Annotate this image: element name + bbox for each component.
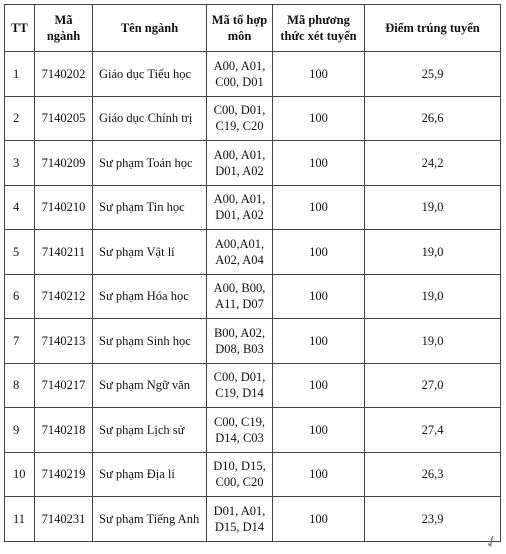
cell-major-code: 7140209	[35, 141, 93, 186]
cell-admission-method: 100	[273, 274, 365, 319]
cell-admission-method: 100	[273, 52, 365, 97]
table-row	[5, 497, 501, 542]
cell-major-code: 7140202	[35, 52, 93, 97]
cell-subject-combos: B00, A02, D08, B03	[207, 319, 273, 364]
header-major-name: Tên ngành	[93, 5, 207, 52]
cell-cutoff-score: 23,9	[365, 497, 501, 542]
cell-major-code: 7140213	[35, 319, 93, 364]
header-tt: TT	[5, 5, 35, 52]
cell-tt: 7	[5, 319, 35, 364]
table-row	[5, 96, 501, 141]
table-row	[5, 141, 501, 186]
header-major-code: Mã ngành	[35, 5, 93, 52]
cell-tt: 9	[5, 408, 35, 453]
cell-admission-method: 100	[273, 230, 365, 275]
cell-admission-method: 100	[273, 185, 365, 230]
cell-cutoff-score: 25,9	[365, 52, 501, 97]
cell-subject-combos: C00, D01, C19, D14	[207, 363, 273, 408]
cell-major-name: Giáo dục Chính trị	[93, 96, 207, 141]
cell-major-code: 7140210	[35, 185, 93, 230]
cell-cutoff-score: 26,6	[365, 96, 501, 141]
cell-tt: 5	[5, 230, 35, 275]
cell-tt: 6	[5, 274, 35, 319]
cell-major-code: 7140205	[35, 96, 93, 141]
header-admission-method: Mã phương thức xét tuyển	[273, 5, 365, 52]
table-row	[5, 185, 501, 230]
cell-tt: 3	[5, 141, 35, 186]
cell-admission-method: 100	[273, 141, 365, 186]
cell-cutoff-score: 19,0	[365, 230, 501, 275]
cell-major-name: Sư phạm Địa lí	[93, 452, 207, 497]
cell-cutoff-score: 26,3	[365, 452, 501, 497]
cell-subject-combos: D01, A01, D15, D14	[207, 497, 273, 542]
table-row	[5, 230, 501, 275]
cell-subject-combos: A00, B00, A11, D07	[207, 274, 273, 319]
cell-cutoff-score: 27,4	[365, 408, 501, 453]
table-row	[5, 319, 501, 364]
cell-cutoff-score: 27,0	[365, 363, 501, 408]
cell-admission-method: 100	[273, 452, 365, 497]
cell-admission-method: 100	[273, 96, 365, 141]
cell-cutoff-score: 24,2	[365, 141, 501, 186]
cell-major-code: 7140211	[35, 230, 93, 275]
cell-tt: 10	[5, 452, 35, 497]
cell-subject-combos: C00, D01, C19, C20	[207, 96, 273, 141]
cell-major-code: 7140231	[35, 497, 93, 542]
cell-major-code: 7140212	[35, 274, 93, 319]
cell-tt: 4	[5, 185, 35, 230]
cell-major-name: Sư phạm Sinh học	[93, 319, 207, 364]
header-subject-combos: Mã tổ hợp môn	[207, 5, 273, 52]
table-row	[5, 363, 501, 408]
cell-subject-combos: C00, C19, D14, C03	[207, 408, 273, 453]
table-row	[5, 452, 501, 497]
cell-major-name: Sư phạm Tin học	[93, 185, 207, 230]
cell-major-name: Giáo dục Tiểu học	[93, 52, 207, 97]
header-row	[5, 5, 501, 52]
cell-admission-method: 100	[273, 319, 365, 364]
table-row	[5, 274, 501, 319]
cell-major-name: Sư phạm Tiếng Anh	[93, 497, 207, 542]
cell-tt: 2	[5, 96, 35, 141]
cell-admission-method: 100	[273, 497, 365, 542]
cell-cutoff-score: 19,0	[365, 274, 501, 319]
cell-subject-combos: A00, A01, C00, D01	[207, 52, 273, 97]
cell-major-name: Sư phạm Lịch sử	[93, 408, 207, 453]
cell-admission-method: 100	[273, 363, 365, 408]
cell-major-code: 7140219	[35, 452, 93, 497]
cell-major-code: 7140218	[35, 408, 93, 453]
cell-major-name: Sư phạm Ngữ văn	[93, 363, 207, 408]
cell-tt: 1	[5, 52, 35, 97]
cell-tt: 8	[5, 363, 35, 408]
admission-scores-table	[4, 4, 501, 542]
cell-cutoff-score: 19,0	[365, 185, 501, 230]
table-row	[5, 408, 501, 453]
cell-subject-combos: A00, A01, D01, A02	[207, 141, 273, 186]
table-body	[5, 52, 501, 542]
cell-subject-combos: D10, D15, C00, C20	[207, 452, 273, 497]
cell-admission-method: 100	[273, 408, 365, 453]
cell-subject-combos: A00,A01, A02, A04	[207, 230, 273, 275]
cell-subject-combos: A00, A01, D01, A02	[207, 185, 273, 230]
cell-major-code: 7140217	[35, 363, 93, 408]
cell-cutoff-score: 19,0	[365, 319, 501, 364]
pen-mark-icon: ✓	[481, 531, 502, 553]
cell-major-name: Sư phạm Vật lí	[93, 230, 207, 275]
table-row	[5, 52, 501, 97]
cell-major-name: Sư phạm Hóa học	[93, 274, 207, 319]
header-cutoff-score: Điểm trúng tuyển	[365, 5, 501, 52]
cell-major-name: Sư phạm Toán học	[93, 141, 207, 186]
cell-tt: 11	[5, 497, 35, 542]
